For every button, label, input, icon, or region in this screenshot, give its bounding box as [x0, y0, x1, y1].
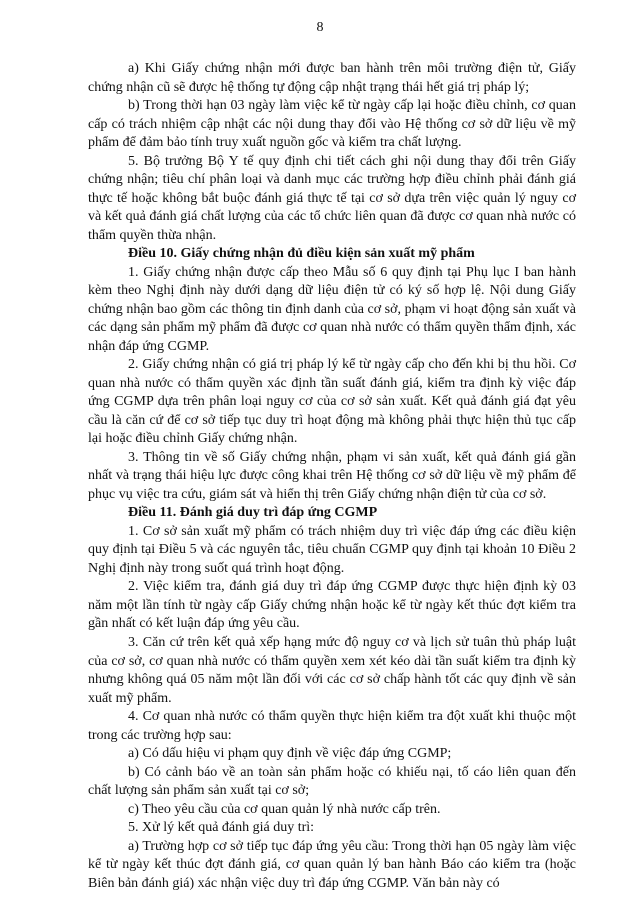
document-body: [88, 60, 576, 893]
paragraph: 4. Cơ quan nhà nước có thẩm quyền thực hiện kiểm tra đột xuất khi thuộc một trong các trường hợp sau:: [88, 709, 576, 743]
paragraph: 3. Căn cứ trên kết quả xếp hạng mức độ nguy cơ và lịch sử tuân thủ pháp luật của cơ sở, cơ quan nhà nước có thẩm quyền xem xét kéo dài tần suất kiểm tra định kỳ nhưng không quá 05 năm một lần đối với các cơ sở chấp hành tốt các quy định về sản xuất mỹ phẩm.: [88, 634, 576, 706]
paragraph: 2. Giấy chứng nhận có giá trị pháp lý kể từ ngày cấp cho đến khi bị thu hồi. Cơ quan nhà nước có thẩm quyền xác định tần suất đánh giá, kiểm tra định kỳ việc đáp ứng CGMP dựa trên phân loại nguy cơ của cơ sở sản xuất. Kết quả đánh giá đạt yêu cầu là căn cứ để cơ sở tiếp tục duy trì hoạt động mà không phải thực hiện thủ tục cấp lại hoặc điều chỉnh Giấy chứng nhận.: [88, 357, 576, 447]
article-heading: Điều 10. Giấy chứng nhận đủ điều kiện sản xuất mỹ phẩm: [128, 246, 475, 262]
paragraph: 3. Thông tin về số Giấy chứng nhận, phạm vi sản xuất, kết quả đánh giá gần nhất và trạng thái hiệu lực được công khai trên Hệ thống cơ sở dữ liệu về mỹ phẩm để phục vụ việc tra cứu, giám sát và hiển thị trên Giấy chứng nhận điện tử của cơ sở.: [88, 449, 576, 502]
paragraph: a) Trường hợp cơ sở tiếp tục đáp ứng yêu cầu: Trong thời hạn 05 ngày làm việc kể từ ngày kết thúc đợt đánh giá, cơ quan quản lý ban hành Báo cáo kiểm tra (hoặc Biên bản đánh giá) xác nhận việc duy trì đáp ứng CGMP. Văn bản này có: [88, 838, 576, 891]
paragraph: 5. Xử lý kết quả đánh giá duy trì:: [128, 820, 315, 836]
paragraph: b) Có cảnh báo về an toàn sản phẩm hoặc có khiếu nại, tố cáo liên quan đến chất lượng sản phẩm sản xuất tại cơ sở;: [88, 764, 576, 799]
page-number: 8: [316, 20, 324, 35]
paragraph: 1. Cơ sở sản xuất mỹ phẩm có trách nhiệm duy trì việc đáp ứng các điều kiện quy định tại Điều 5 và các nguyên tắc, tiêu chuẩn CGMP quy định tại khoản 10 Điều 2 Nghị định này trong suốt quá trình hoạt động.: [88, 523, 576, 576]
paragraph: c) Theo yêu cầu của cơ quan quản lý nhà nước cấp trên.: [128, 801, 441, 817]
paragraph: a) Có dấu hiệu vi phạm quy định về việc đáp ứng CGMP;: [128, 746, 452, 762]
paragraph: 5. Bộ trưởng Bộ Y tế quy định chi tiết cách ghi nội dung thay đổi trên Giấy chứng nhận; tiêu chí phân loại và danh mục các trường hợp điều chỉnh phải đánh giá thực tế hoặc không bắt buộc đánh giá thực tế tại cơ sở dựa trên việc quản lý nguy cơ và kết quả đánh giá chất lượng của các tổ chức liên quan đã được cơ quan nhà nước có thẩm quyền thừa nhận.: [88, 153, 576, 243]
paragraph: 1. Giấy chứng nhận được cấp theo Mẫu số 6 quy định tại Phụ lục I ban hành kèm theo Nghị định này dưới dạng dữ liệu điện tử có ký số hợp lệ. Nội dung Giấy chứng nhận bao gồm các thông tin định danh của cơ sở, phạm vi hoạt động sản xuất và các dạng sản phẩm mỹ phẩm đã được cơ quan nhà nước có thẩm quyền thẩm định, xác nhận đáp ứng CGMP.: [88, 264, 576, 354]
paragraph: a) Khi Giấy chứng nhận mới được ban hành trên môi trường điện tử, Giấy chứng nhận cũ sẽ được hệ thống tự động cập nhật trạng thái hết giá trị pháp lý;: [88, 61, 576, 95]
paragraph: b) Trong thời hạn 03 ngày làm việc kể từ ngày cấp lại hoặc điều chỉnh, cơ quan cấp có trách nhiệm cập nhật các nội dung thay đổi vào Hệ thống cơ sở dữ liệu về mỹ phẩm để đảm bảo tính truy xuất nguồn gốc và kiểm tra chất lượng.: [88, 98, 576, 151]
article-heading: Điều 11. Đánh giá duy trì đáp ứng CGMP: [128, 505, 378, 521]
paragraph: 2. Việc kiểm tra, đánh giá duy trì đáp ứng CGMP được thực hiện định kỳ 03 năm một lần tính từ ngày cấp Giấy chứng nhận hoặc kể từ ngày kết thúc đợt kiểm tra gần nhất có kết luận đáp ứng yêu cầu.: [88, 579, 576, 632]
